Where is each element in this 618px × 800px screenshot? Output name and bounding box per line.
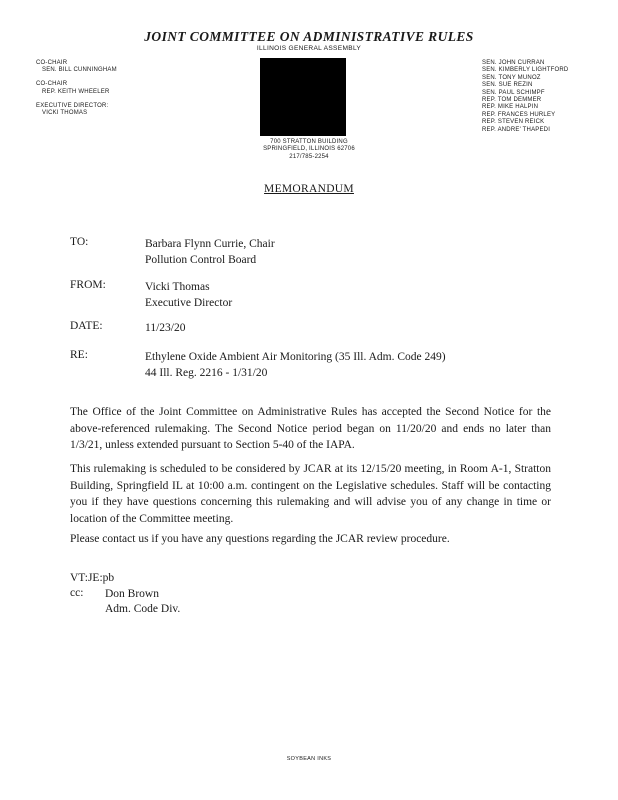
co-chair-name: SEN. BILL CUNNINGHAM — [42, 67, 117, 74]
body-paragraph: The Office of the Joint Committee on Administrative Rules has accepted the Second Notice for the above-referenced rulemaking. The Second Notice period began on 11/20/20 and ends no later than 1/3/21, unless extended pursuant to Section 5-40 of the IAPA. — [70, 406, 551, 451]
member-name: SEN. PAUL SCHIMPF — [482, 89, 545, 96]
address-line: 217/785-2254 — [289, 153, 329, 160]
member-name: SEN. KIMBERLY LIGHTFORD — [482, 67, 569, 74]
letterhead-address — [0, 139, 618, 161]
re-label: RE: — [70, 349, 88, 361]
cc-list — [105, 587, 180, 617]
footer-note: SOYBEAN INKS — [286, 756, 332, 762]
member-name: SEN. SUE REZIN — [482, 82, 533, 89]
to-line: Pollution Control Board — [145, 254, 257, 266]
re-line: 44 Ill. Reg. 2216 - 1/31/20 — [145, 367, 268, 379]
cc-recipient: Adm. Code Div. — [105, 603, 181, 615]
executive-director-name: VICKI THOMAS — [42, 110, 88, 117]
member-name: REP. TOM DEMMER — [482, 97, 542, 104]
cc-recipient: Don Brown — [105, 588, 159, 600]
executive-director-role: EXECUTIVE DIRECTOR: — [36, 102, 109, 109]
re-line: Ethylene Oxide Ambient Air Monitoring (35 Ill. Adm. Code 249) — [145, 351, 446, 363]
address-line: SPRINGFIELD, ILLINOIS 62706 — [263, 146, 355, 153]
member-name: REP. STEVEN REICK — [482, 119, 545, 126]
from-label: FROM: — [70, 279, 106, 291]
co-chair-role: CO-CHAIR — [36, 81, 68, 88]
to-value — [145, 236, 275, 268]
committee-members — [482, 60, 568, 134]
to-label: TO: — [70, 236, 89, 248]
co-chair-name: REP. KEITH WHEELER — [42, 88, 110, 95]
state-seal-redacted — [260, 58, 346, 136]
member-name: SEN. JOHN CURRAN — [482, 60, 545, 66]
letterhead-officers — [36, 60, 117, 124]
body-paragraph: Please contact us if you have any questions regarding the JCAR review procedure. — [70, 533, 450, 545]
body-paragraph: This rulemaking is scheduled to be considered by JCAR at its 12/15/20 meeting, in Room A-1, Stratton Building, Springfield IL at 10:00 a.m. contingent on the Legislative schedules. Staff will be contacting you if they have questions concerning this rulemaking and will advise you of any change in time or location of the Committee meeting. — [70, 463, 551, 525]
memo-heading: MEMORANDUM — [264, 183, 354, 195]
from-value — [145, 279, 232, 311]
member-name: REP. FRANCES HURLEY — [482, 111, 556, 118]
cc-label: cc: — [70, 587, 84, 599]
member-name: REP. ANDRE' THAPEDI — [482, 126, 551, 133]
member-name: REP. MIKE HALPIN — [482, 104, 539, 111]
address-line: 700 STRATTON BUILDING — [270, 139, 348, 145]
from-line: Vicki Thomas — [145, 281, 210, 293]
letterhead-title: JOINT COMMITTEE ON ADMINISTRATIVE RULES — [144, 29, 474, 44]
reference-initials: VT:JE:pb — [70, 572, 115, 584]
re-value — [145, 349, 446, 381]
member-name: SEN. TONY MUNOZ — [482, 74, 541, 81]
co-chair-role: CO-CHAIR — [36, 60, 68, 66]
date-value: 11/23/20 — [145, 322, 186, 334]
from-line: Executive Director — [145, 297, 233, 309]
date-label: DATE: — [70, 320, 103, 332]
letterhead-subtitle: ILLINOIS GENERAL ASSEMBLY — [256, 45, 362, 52]
to-line: Barbara Flynn Currie, Chair — [145, 238, 275, 250]
